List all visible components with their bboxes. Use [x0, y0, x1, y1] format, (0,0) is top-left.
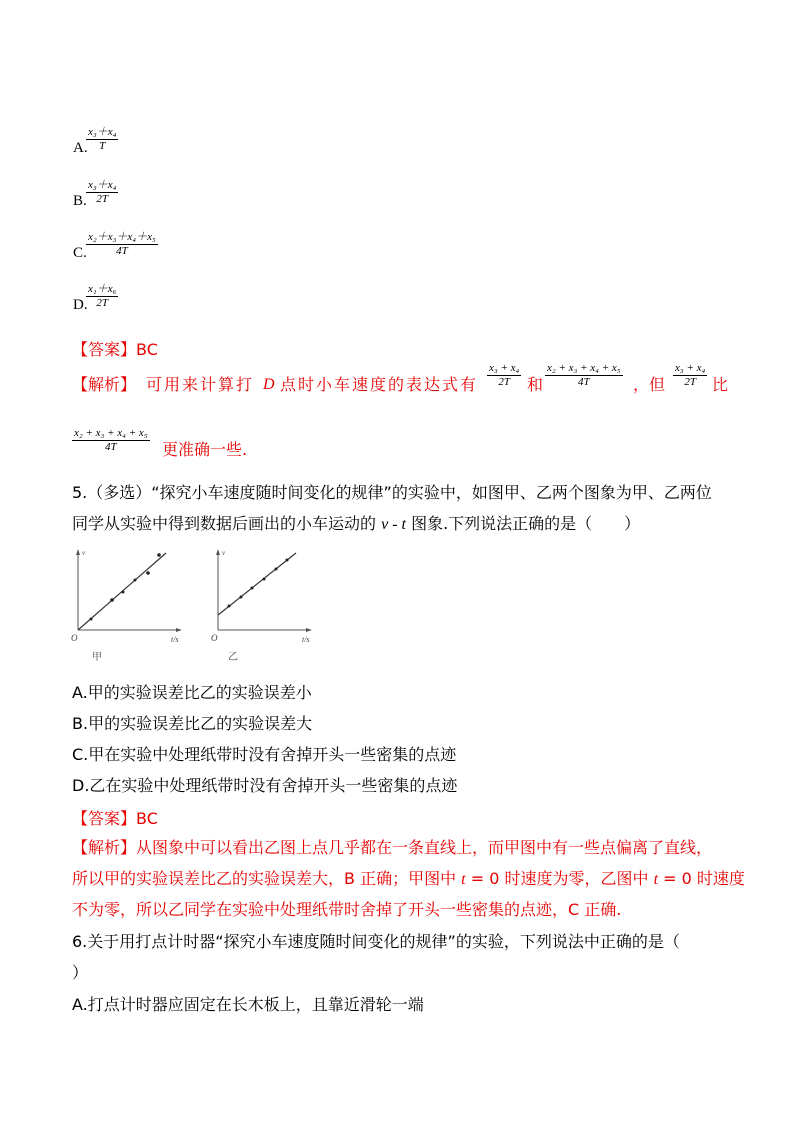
question-6-line-1: 6.关于用打点计时器“探究小车速度随时间变化的规律”的实验，下列说法中正确的是（	[72, 932, 680, 951]
graph-caption: 甲	[92, 652, 102, 663]
analysis-text: 比	[712, 375, 729, 394]
fraction-denominator: 4T	[577, 376, 590, 388]
y-axis-label: v	[222, 549, 226, 557]
analysis-variable: t	[461, 871, 466, 888]
analysis-text: 所以甲的实验误差比乙的实验误差大，B 正确；甲图中	[72, 869, 457, 888]
origin-label: O	[211, 633, 218, 643]
question-variable: v - t	[381, 516, 406, 533]
data-point	[228, 605, 231, 608]
fraction-denominator: 2T	[96, 297, 109, 309]
fraction	[673, 362, 707, 389]
question-6-line-2: ）	[72, 963, 89, 982]
analysis-text: = 0 时速度为零，乙图中	[470, 869, 649, 888]
data-point	[275, 568, 278, 571]
x-axis-arrow	[306, 628, 312, 632]
analysis-text: 点时小车速度的表达式有	[280, 375, 479, 394]
question-text: 图象.下列说法正确的是（ ）	[411, 514, 641, 533]
question-5-line-2	[72, 514, 640, 535]
fraction	[72, 427, 150, 454]
analysis-variable: t	[653, 871, 659, 888]
fraction-numerator: x₂ + x₃ + x₄ + x₅	[74, 427, 148, 439]
fraction-denominator: 2T	[96, 193, 109, 205]
graph-yi	[211, 549, 312, 663]
graph-jia	[71, 549, 182, 663]
vt-graphs	[68, 545, 338, 665]
data-point	[146, 571, 150, 575]
origin-label: O	[71, 633, 78, 643]
fraction-numerator: x₁＋x₆	[88, 283, 117, 295]
y-axis-arrow	[216, 549, 220, 555]
option-letter: C.	[73, 245, 87, 261]
option-letter: B.	[73, 193, 87, 209]
fraction-denominator: 4T	[116, 245, 128, 257]
answer-label: 【答案】BC	[72, 340, 158, 359]
question-5-line-1: 5.（多选）“探究小车速度随时间变化的规律”的实验中，如图甲、乙两个图象为甲、乙两位	[72, 483, 712, 502]
graph-caption: 乙	[228, 652, 238, 663]
data-point	[240, 596, 243, 599]
fraction	[86, 179, 118, 206]
analysis-text: 和	[527, 375, 544, 394]
data-point	[90, 618, 93, 621]
analysis-text: = 0 时速度	[663, 869, 745, 888]
question-text: 同学从实验中得到数据后画出的小车运动的	[72, 514, 377, 533]
data-point	[263, 578, 266, 581]
option-c: C.甲在实验中处理纸带时没有舍掉开头一些密集的点迹	[72, 745, 457, 764]
fraction	[487, 362, 521, 389]
analysis-variable: D	[263, 376, 275, 393]
analysis-line-2	[72, 869, 745, 890]
option-d: D.乙在实验中处理纸带时没有舍掉开头一些密集的点迹	[72, 776, 458, 795]
analysis-text: 可用来计算打	[146, 375, 255, 394]
fraction-numerator: x₃＋x₄	[88, 126, 117, 138]
analysis-line-3: 不为零，所以乙同学在实验中处理纸带时舍掉了开头一些密集的点迹，C 正确.	[72, 900, 622, 919]
fraction-denominator: 2T	[684, 376, 696, 388]
data-point	[286, 559, 289, 562]
analysis-label: 【解析】	[72, 375, 137, 394]
option-letter: A.	[73, 140, 88, 156]
fraction	[545, 362, 623, 389]
data-point	[157, 553, 161, 557]
x-axis-label: t/s	[171, 635, 179, 644]
option-a: A.甲的实验误差比乙的实验误差小	[72, 683, 312, 702]
fraction	[86, 283, 118, 310]
data-point	[251, 587, 254, 590]
y-axis-arrow	[76, 549, 80, 555]
data-point	[110, 598, 114, 602]
x-axis-arrow	[176, 628, 182, 632]
fraction-numerator: x₃ + x₄	[489, 362, 520, 374]
x-axis-label: t/s	[302, 635, 310, 644]
fraction-numerator: x₂ + x₃ + x₄ + x₅	[547, 362, 621, 374]
data-point	[134, 579, 137, 582]
y-axis-label: v	[82, 549, 86, 557]
data-point	[122, 591, 125, 594]
analysis-text: ，但	[633, 375, 666, 394]
option-letter: D.	[73, 297, 88, 313]
analysis-line-1: 【解析】从图象中可以看出乙图上点几乎都在一条直线上，而甲图中有一些点偏离了直线，	[72, 838, 713, 857]
answer-label: 【答案】BC	[72, 809, 158, 828]
fraction-numerator: x₂＋x₃＋x₄＋x₅	[88, 231, 156, 243]
fraction	[86, 231, 158, 258]
fraction-denominator: 2T	[498, 376, 510, 388]
fraction-numerator: x₃＋x₄	[88, 179, 117, 191]
fraction-numerator: x₃ + x₄	[675, 362, 706, 374]
analysis-text: 更准确一些.	[162, 440, 248, 459]
fraction	[86, 126, 118, 153]
fraction-denominator: T	[99, 140, 106, 152]
fraction-denominator: 4T	[104, 441, 117, 453]
option-b: B.甲的实验误差比乙的实验误差大	[72, 714, 313, 733]
question-6-option-a: A.打点计时器应固定在长木板上，且靠近滑轮一端	[72, 995, 424, 1014]
